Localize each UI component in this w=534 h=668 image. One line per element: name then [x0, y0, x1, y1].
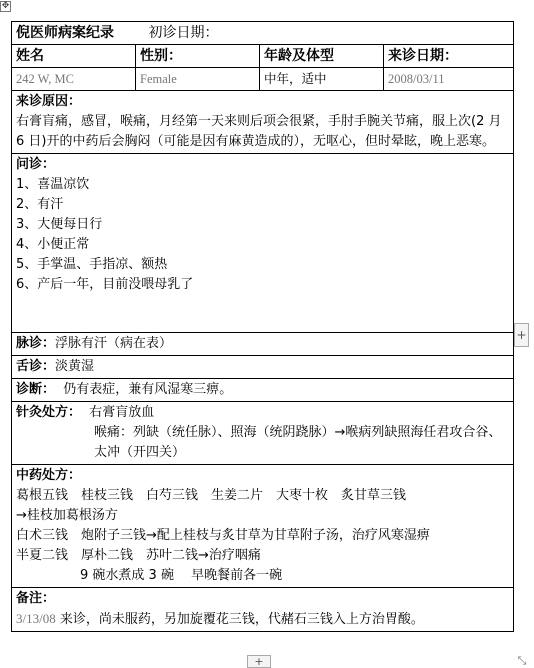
- herbal-row: [12, 465, 514, 588]
- record-title: 倪医师病案纪录: [16, 25, 114, 41]
- acupuncture-line1: 右膏肓放血: [89, 405, 155, 420]
- header-row: [12, 45, 514, 68]
- inquiry-item: 2、有汗: [16, 197, 64, 212]
- diagnosis-text: 仍有表症，兼有风湿寒三痹。: [63, 382, 233, 397]
- herbal-line: 半夏二钱 厚朴二钱 苏叶二钱→治疗咽痛: [16, 548, 261, 563]
- remarks-label: 备注：: [16, 591, 56, 606]
- medical-record-table: [11, 21, 514, 632]
- header-age-body[interactable]: 年龄及体型: [260, 45, 384, 68]
- inquiry-item: 3、大便每日行: [16, 217, 103, 232]
- tongue-label: 舌诊：: [16, 359, 56, 374]
- herbal-decoction: 9 碗水煮成 3 碗 早晚餐前各一碗: [80, 568, 283, 583]
- patient-row: [12, 68, 514, 91]
- remarks-text: 来诊，尚未服药，另加旋覆花三钱，代赭石三钱入上方治胃酸。: [55, 612, 424, 627]
- patient-gender[interactable]: Female: [136, 68, 260, 91]
- patient-age-body[interactable]: 中年，适中: [260, 68, 384, 91]
- inquiry-label: 问诊：: [16, 157, 56, 172]
- first-visit-date-label: 初诊日期：: [148, 25, 219, 41]
- diagnosis-label: 诊断：: [16, 382, 56, 397]
- herbal-label: 中药处方：: [16, 468, 82, 483]
- inquiry-cell[interactable]: [12, 154, 514, 333]
- pulse-label: 脉诊：: [16, 336, 56, 351]
- diagnosis-row: [12, 379, 514, 402]
- remarks-row: [12, 588, 514, 632]
- chief-complaint-text: 右膏肓痛，感冒，喉痛，月经第一天来则后项会很紧，手肘手腕关节痛，服上次(2 月 6 日)开的中药后会胸闷（可能是因有麻黄造成的），无呕心，但时晕眩，晚上恶寒。: [16, 114, 502, 149]
- acupuncture-label: 针灸处方：: [16, 405, 82, 420]
- herbal-line: 白术三钱 炮附子三钱→配上桂枝与炙甘草为甘草附子汤，治疗风寒湿痹: [16, 528, 430, 543]
- chief-complaint-row: [12, 91, 514, 154]
- header-gender[interactable]: 性别：: [136, 45, 260, 68]
- inquiry-row: [12, 154, 514, 333]
- inquiry-item: 1、喜温凉饮: [16, 177, 90, 192]
- remarks-date: 3/13/08: [16, 611, 56, 626]
- table-move-handle-icon[interactable]: ✥: [1, 1, 10, 11]
- add-column-plus-icon[interactable]: +: [514, 323, 529, 347]
- tongue-text: 淡黄湿: [55, 359, 95, 374]
- diagnosis-cell[interactable]: [12, 379, 514, 402]
- chief-complaint-cell[interactable]: [12, 91, 514, 154]
- inquiry-item: 5、手掌温、手指凉、额热: [16, 257, 168, 272]
- pulse-cell[interactable]: [12, 333, 514, 356]
- add-row-plus-icon[interactable]: +: [247, 655, 271, 668]
- patient-visit-date[interactable]: 2008/03/11: [384, 68, 514, 91]
- tongue-row: [12, 356, 514, 379]
- acupuncture-cell[interactable]: [12, 402, 514, 465]
- header-name[interactable]: 姓名: [12, 45, 136, 68]
- tongue-cell[interactable]: [12, 356, 514, 379]
- patient-name[interactable]: 242 W, MC: [12, 68, 136, 91]
- herbal-line: →桂枝加葛根汤方: [16, 508, 118, 523]
- inquiry-item: 6、产后一年，目前没喂母乳了: [16, 277, 194, 292]
- herbal-line: 葛根五钱 桂枝三钱 白芍三钱 生姜二片 大枣十枚 炙甘草三钱: [16, 488, 407, 503]
- title-row: [12, 22, 514, 45]
- acupuncture-row: [12, 402, 514, 465]
- inquiry-item: 4、小便正常: [16, 237, 90, 252]
- table-resize-handle-icon[interactable]: ⤡: [517, 654, 527, 667]
- header-visit-date[interactable]: 来诊日期：: [384, 45, 514, 68]
- title-cell[interactable]: [12, 22, 514, 45]
- remarks-cell[interactable]: [12, 588, 514, 632]
- chief-complaint-label: 来诊原因：: [16, 94, 82, 109]
- acupuncture-line2: 喉痛：列缺（统任脉）、照海（统阴跷脉）→喉病列缺照海任君攻合谷、太冲（开四关）: [94, 425, 502, 460]
- herbal-cell[interactable]: [12, 465, 514, 588]
- pulse-row: [12, 333, 514, 356]
- pulse-text: 浮脉有汗（病在表）: [55, 336, 173, 351]
